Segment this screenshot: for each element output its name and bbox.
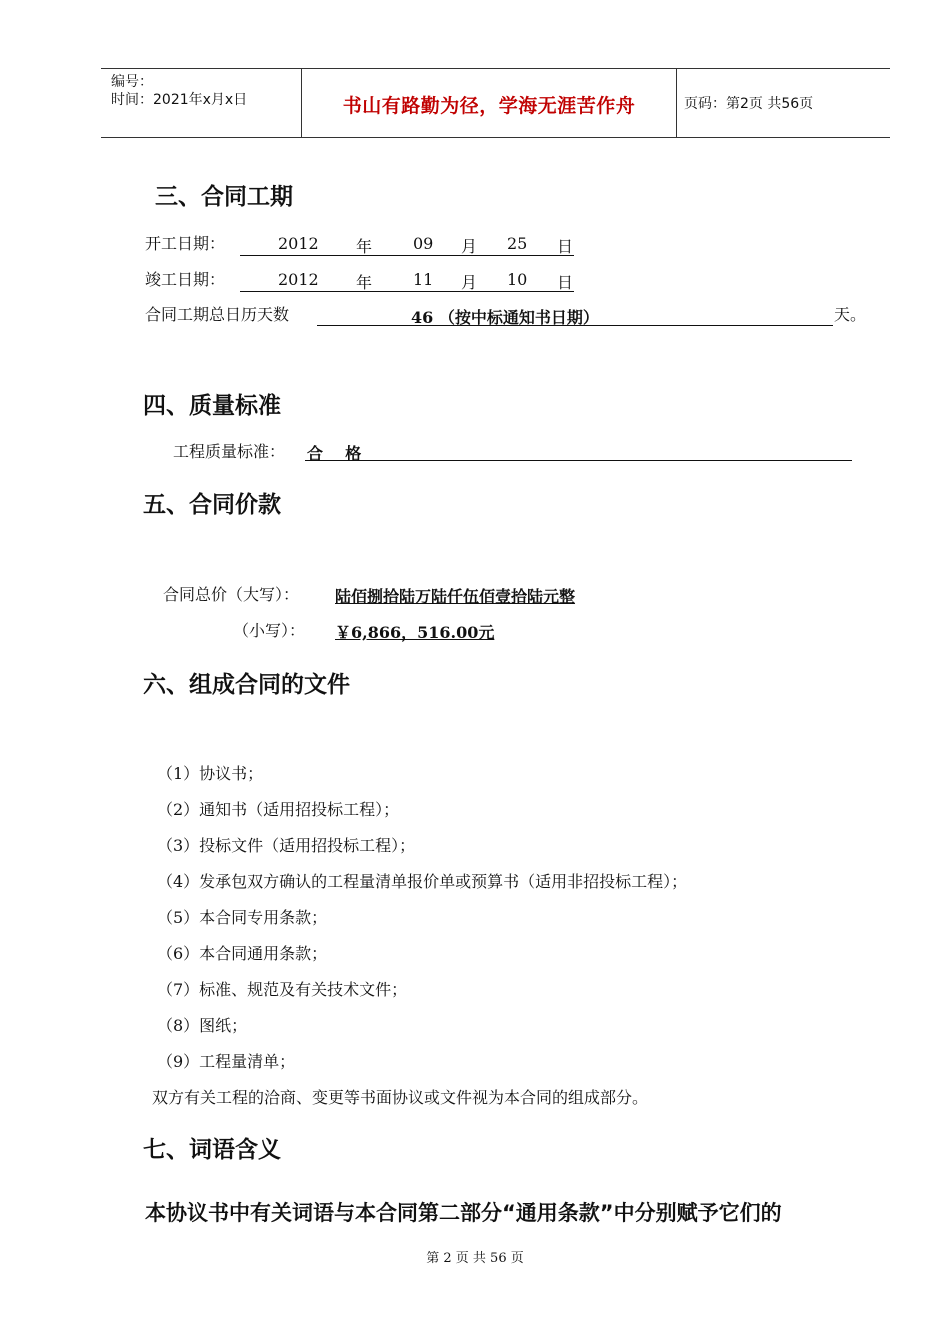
definitions-paragraph: 本协议书中有关词语与本合同第二部分“通用条款”中分别赋予它们的	[145, 1201, 782, 1225]
end-year: 2012	[278, 270, 319, 289]
document-list-item: （6）本合同通用条款；	[157, 944, 328, 963]
quality-standard-value: 合 格	[307, 444, 362, 463]
section-title-contract-period: 三、合同工期	[155, 184, 293, 210]
document-list-item: （7）标准、规范及有关技术文件；	[157, 980, 408, 999]
start-day: 25	[507, 234, 528, 253]
price-lower-value: ￥6,866，516.00元	[335, 623, 495, 642]
price-upper-value: 陆佰捌拾陆万陆仟伍佰壹拾陆元整	[335, 587, 576, 606]
end-date-label: 竣工日期：	[145, 270, 226, 289]
document-list-item: （8）图纸；	[157, 1016, 248, 1035]
quality-standard-underline	[305, 460, 852, 461]
document-number-label: 编号：	[111, 74, 153, 90]
total-days-label: 合同工期总日历天数	[145, 305, 290, 324]
start-month: 09	[413, 234, 434, 253]
start-day-char: 日	[557, 237, 574, 256]
header-left-cell	[101, 69, 301, 137]
document-list-item: （4）发承包双方确认的工程量清单报价单或预算书（适用非招投标工程）；	[157, 872, 688, 891]
document-list-item: （1）协议书；	[157, 764, 264, 783]
start-year-char: 年	[356, 237, 373, 256]
start-date-label: 开工日期：	[145, 234, 226, 253]
start-date-underline	[240, 255, 574, 256]
document-time-label: 时间：2021年x月x日	[111, 92, 248, 108]
document-list-item: （3）投标文件（适用招投标工程）；	[157, 836, 416, 855]
page-footer: 第 2 页 共 56 页	[426, 1251, 524, 1266]
header-motto-cell	[301, 69, 677, 137]
document-list-item: （9）工程量清单；	[157, 1052, 296, 1071]
end-day: 10	[507, 270, 528, 289]
end-year-char: 年	[356, 273, 373, 292]
section-title-contract-documents: 六、组成合同的文件	[143, 672, 350, 698]
section-title-contract-price: 五、合同价款	[143, 492, 281, 518]
price-upper-label: 合同总价（大写）：	[163, 585, 300, 604]
total-days-unit: 天。	[834, 305, 867, 324]
page-header	[101, 68, 890, 138]
header-page-cell	[676, 69, 890, 137]
document-list-item: （2）通知书（适用招投标工程）；	[157, 800, 400, 819]
end-day-char: 日	[557, 273, 574, 292]
header-motto: 书山有路勤为径，学海无涯苦作舟	[342, 95, 636, 117]
end-month: 11	[413, 270, 434, 289]
start-year: 2012	[278, 234, 319, 253]
total-days-value: 46 （按中标通知书日期）	[411, 308, 599, 327]
end-date-underline	[240, 291, 574, 292]
quality-standard-label: 工程质量标准：	[173, 442, 286, 461]
price-lower-label: （小写）：	[233, 621, 306, 640]
section-title-definitions: 七、词语含义	[143, 1137, 281, 1163]
section-title-quality-standard: 四、质量标准	[143, 393, 281, 419]
document-list-item: （5）本合同专用条款；	[157, 908, 328, 927]
documents-note: 双方有关工程的洽商、变更等书面协议或文件视为本合同的组成部分。	[152, 1088, 649, 1107]
start-month-char: 月	[461, 237, 478, 256]
header-page-info: 页码：第2页 共56页	[684, 96, 814, 112]
end-month-char: 月	[461, 273, 478, 292]
